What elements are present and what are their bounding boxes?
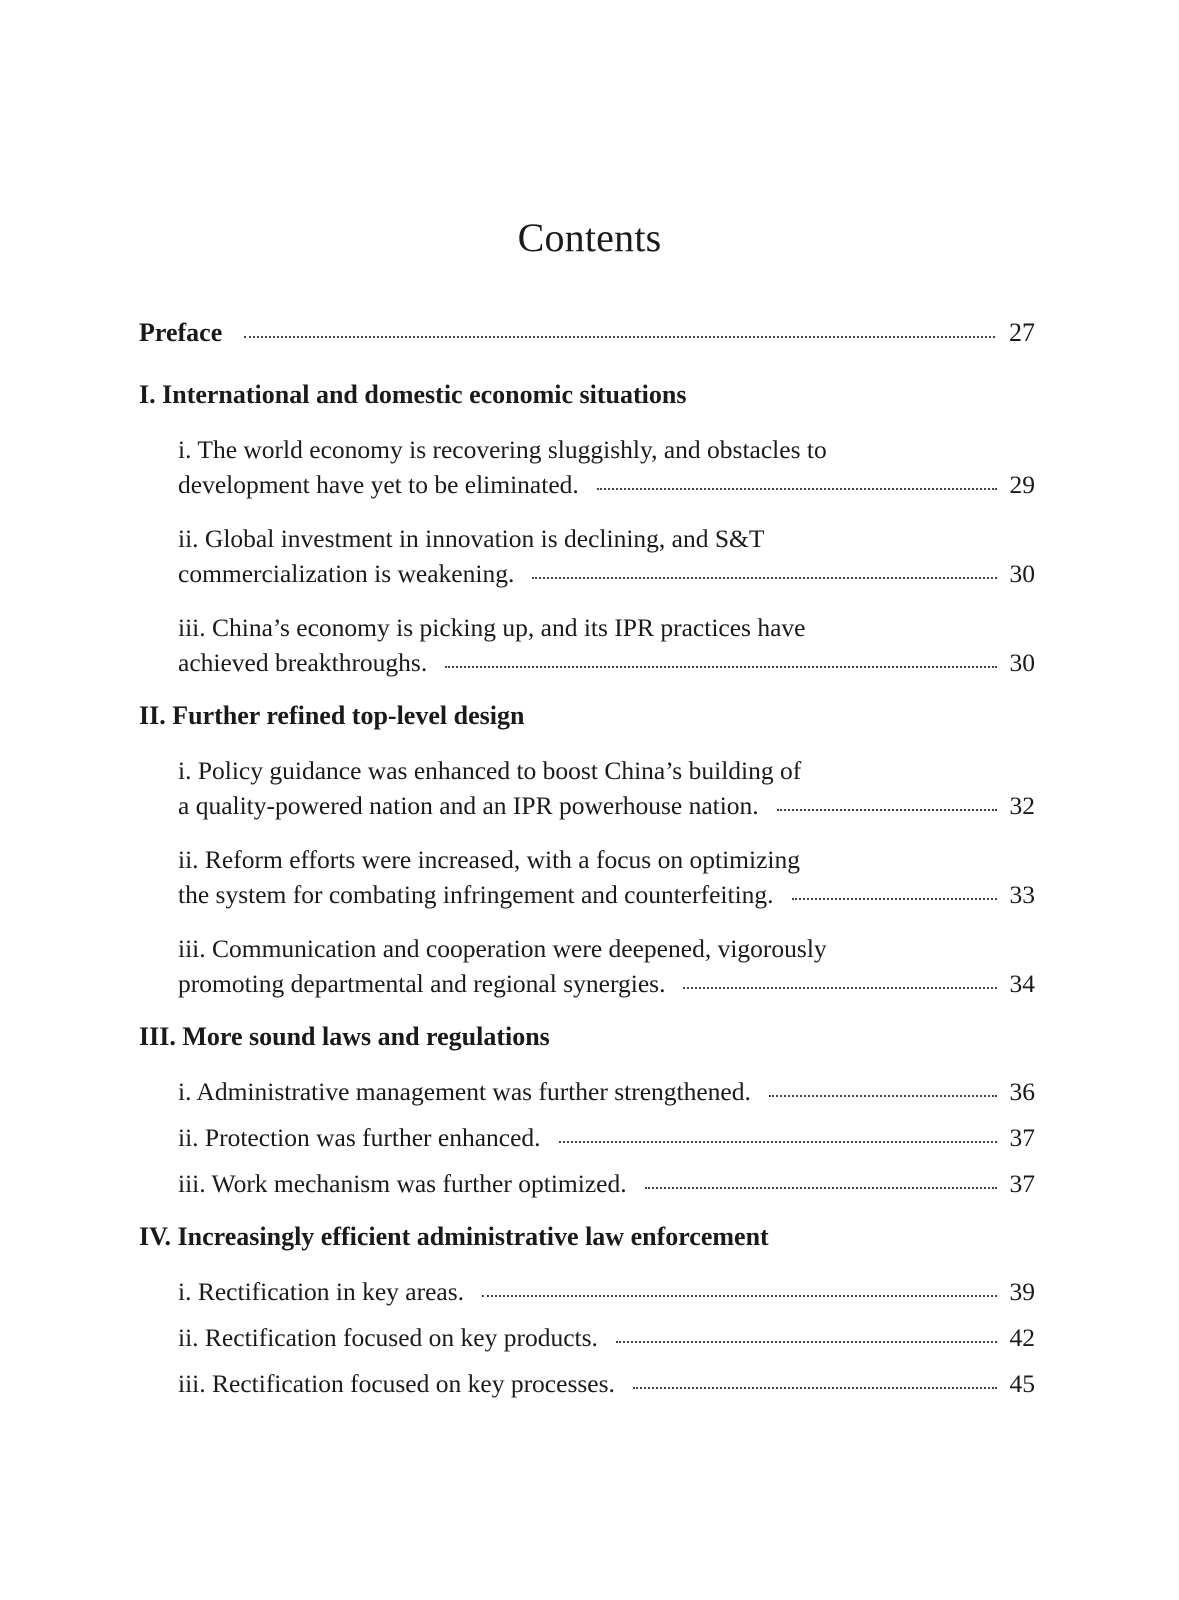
toc-page-number: 36: [1009, 1077, 1035, 1106]
toc-entry-line: development have yet to be eliminated.: [178, 470, 579, 499]
toc-entry-line: iii. Communication and cooperation were deepened, vigorously: [178, 934, 827, 963]
toc-page-number: 33: [1009, 880, 1035, 909]
toc-entry[interactable]: [139, 1320, 1035, 1355]
dot-leader: [777, 808, 997, 811]
toc-entry-line: i. The world economy is recovering sluggishly, and obstacles to: [178, 435, 827, 464]
dot-leader: [244, 335, 995, 338]
toc-entry-line: i. Rectification in key areas.: [178, 1277, 465, 1306]
toc-entry-line: i. Policy guidance was enhanced to boost China’s building of: [178, 756, 802, 785]
dot-leader: [683, 986, 997, 989]
toc-page-number: 42: [1009, 1323, 1035, 1352]
toc-entry[interactable]: [139, 610, 1035, 680]
dot-leader: [792, 897, 997, 900]
toc-section-heading[interactable]: I. International and domestic economic situations: [139, 380, 687, 409]
dot-leader: [445, 665, 997, 668]
toc-entry[interactable]: [139, 1120, 1035, 1155]
toc-entry-line: the system for combating infringement and counterfeiting.: [178, 880, 774, 909]
toc-entry-line: achieved breakthroughs.: [178, 648, 428, 677]
toc-entry[interactable]: [139, 432, 1035, 502]
toc-entry-line: ii. Protection was further enhanced.: [178, 1123, 541, 1152]
toc-page-number: 27: [1009, 318, 1035, 347]
dot-leader: [559, 1140, 997, 1143]
toc-entry-line: i. Administrative management was further strengthened.: [178, 1077, 751, 1106]
toc-entry[interactable]: [139, 753, 1035, 823]
toc-entry[interactable]: [139, 521, 1035, 591]
toc-entry-line: a quality-powered nation and an IPR powerhouse nation.: [178, 791, 759, 820]
toc-entry-line: ii. Reform efforts were increased, with a focus on optimizing: [178, 845, 800, 874]
dot-leader: [482, 1294, 997, 1297]
dot-leader: [769, 1094, 997, 1097]
toc-page-number: 45: [1009, 1369, 1035, 1398]
toc-page-number: 34: [1009, 969, 1035, 998]
dot-leader: [597, 487, 997, 490]
toc-entry-line: iii. Work mechanism was further optimized.: [178, 1169, 627, 1198]
toc-entry[interactable]: [139, 1274, 1035, 1309]
toc-entry-preface[interactable]: [139, 318, 1035, 358]
page-title: Contents: [517, 215, 662, 260]
toc-entry-line: ii. Global investment in innovation is declining, and S&T: [178, 524, 765, 553]
toc-section-heading[interactable]: II. Further refined top-level design: [139, 701, 525, 730]
toc-entry[interactable]: [139, 1074, 1035, 1109]
toc-entry-line: iii. China’s economy is picking up, and its IPR practices have: [178, 613, 806, 642]
toc-entry[interactable]: [139, 1166, 1035, 1201]
toc-entry-line: iii. Rectification focused on key processes.: [178, 1369, 615, 1398]
toc-entry-line: ii. Rectification focused on key products.: [178, 1323, 598, 1352]
toc-entry-line: promoting departmental and regional synergies.: [178, 969, 666, 998]
toc-page-number: 29: [1009, 470, 1035, 499]
toc-entry-label: Preface: [139, 318, 223, 347]
toc-page-number: 39: [1009, 1277, 1035, 1306]
dot-leader: [532, 576, 997, 579]
toc-page-number: 37: [1009, 1123, 1035, 1152]
toc-page-number: 30: [1009, 559, 1035, 588]
table-of-contents: [139, 318, 1035, 1412]
toc-entry[interactable]: [139, 1366, 1035, 1401]
toc-entry[interactable]: [139, 931, 1035, 1001]
dot-leader: [616, 1340, 997, 1343]
toc-section-heading[interactable]: IV. Increasingly efficient administrative law enforcement: [139, 1222, 769, 1251]
toc-section-heading[interactable]: III. More sound laws and regulations: [139, 1022, 550, 1051]
toc-entry-line: commercialization is weakening.: [178, 559, 515, 588]
toc-entry[interactable]: [139, 842, 1035, 912]
toc-page-number: 30: [1009, 648, 1035, 677]
toc-page-number: 32: [1009, 791, 1035, 820]
dot-leader: [633, 1386, 997, 1389]
dot-leader: [645, 1186, 997, 1189]
toc-page-number: 37: [1009, 1169, 1035, 1198]
